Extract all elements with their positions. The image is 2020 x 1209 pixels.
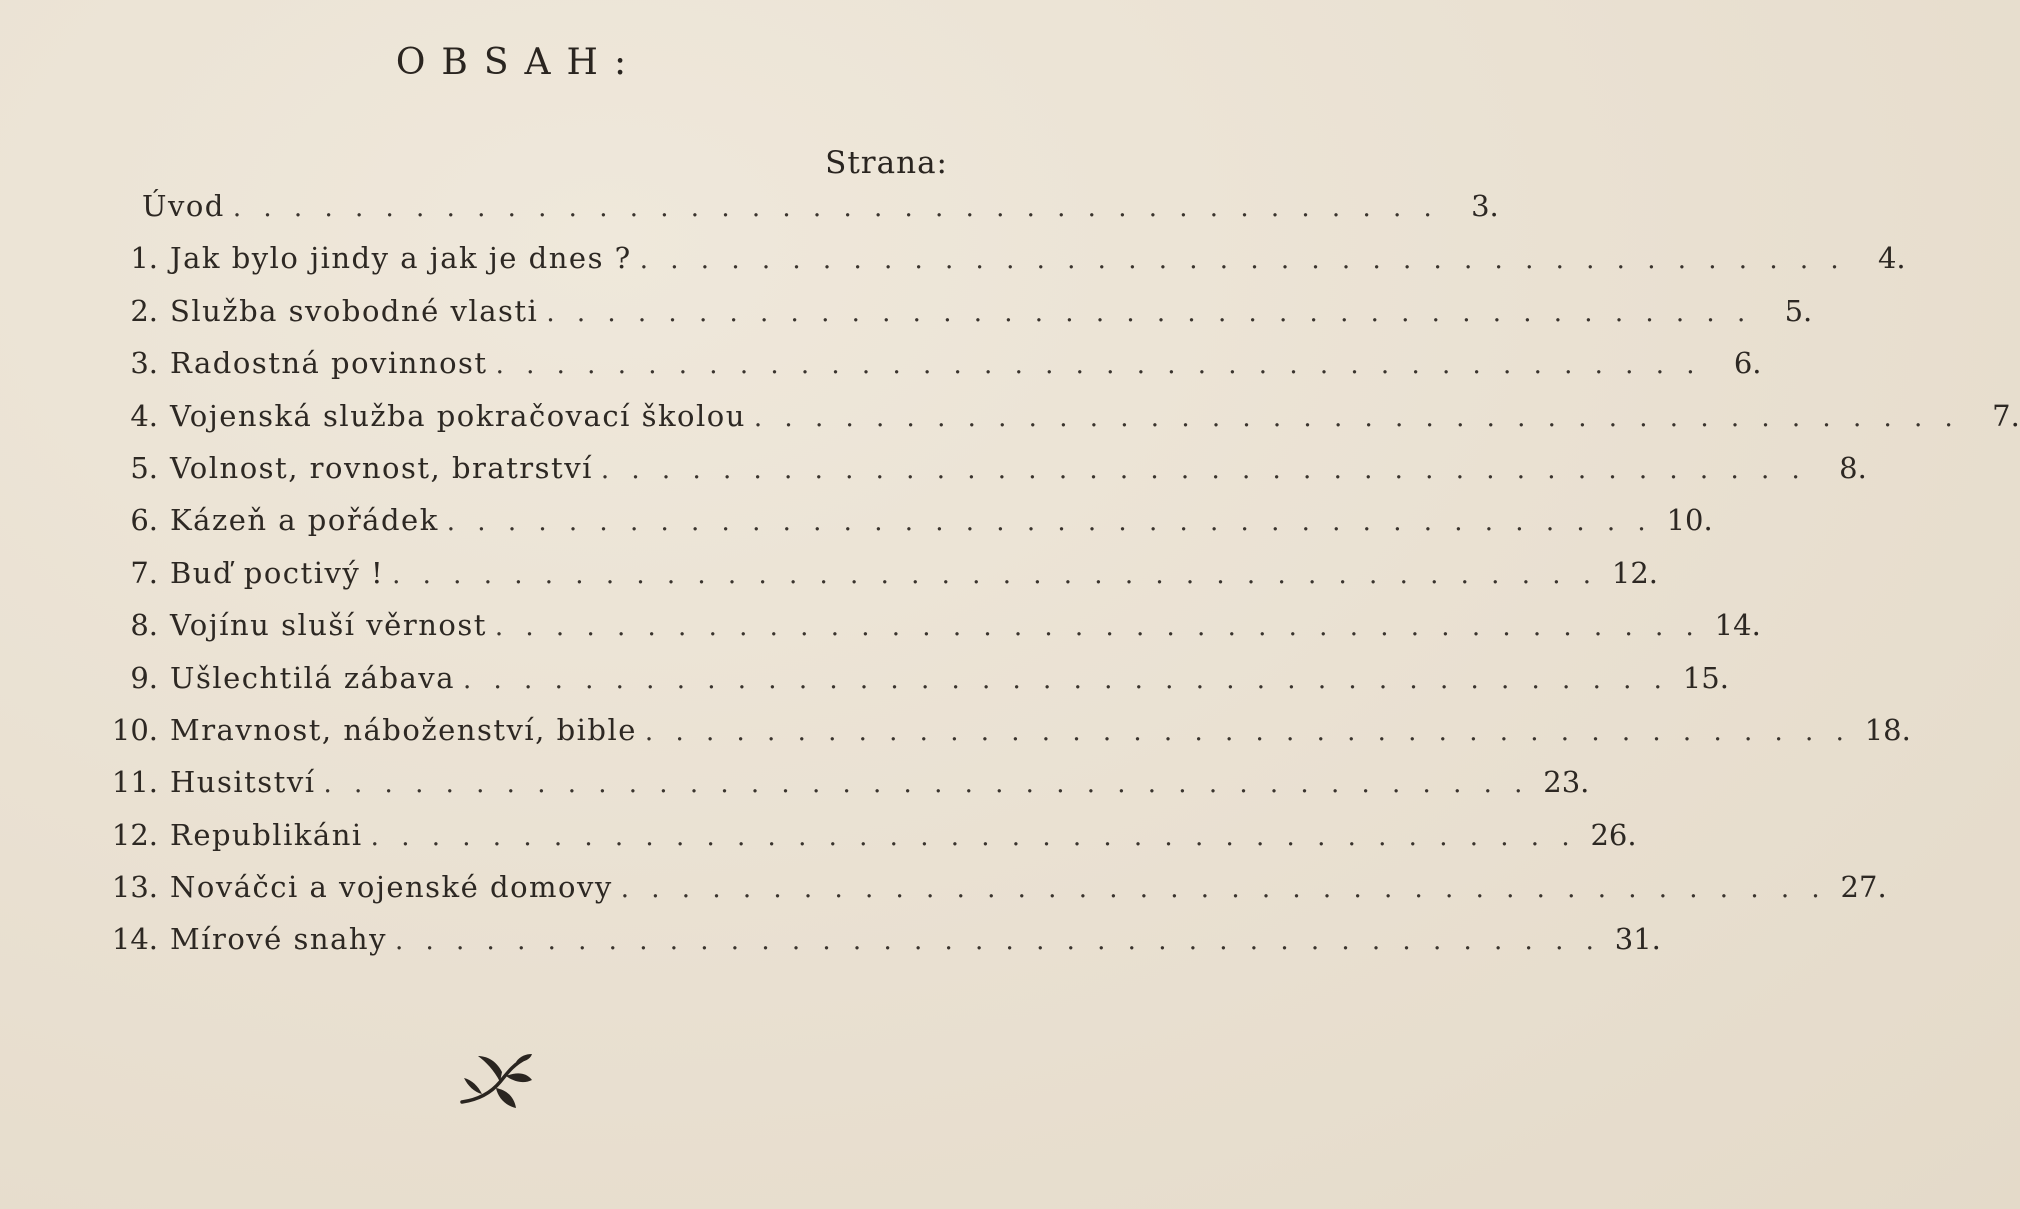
- toc-entry-title: Mírové snahy: [170, 922, 387, 957]
- toc-row: [100, 180, 1499, 232]
- toc-row: [100, 861, 1887, 913]
- toc-row: [100, 704, 1911, 756]
- toc-entry-number: 3.: [130, 346, 158, 381]
- table-of-contents: [100, 180, 2020, 966]
- dot-leader: . . . . . . . . . . . . . . . . . . . . . . . . . . . . . . . . . . . . . . . .: [323, 769, 1530, 800]
- toc-entry-page: 14.: [1714, 608, 1761, 643]
- toc-row: [100, 599, 1761, 651]
- toc-entry-title: Služba svobodné vlasti: [170, 293, 539, 328]
- toc-entry-title: Republikáni: [170, 817, 363, 852]
- toc-entry-number: 1.: [130, 241, 158, 276]
- toc-entry-title: Úvod: [142, 189, 225, 223]
- dot-leader: . . . . . . . . . . . . . . . . . . . . . . . . . . . . . . . . . . . . . . . .: [494, 612, 1701, 643]
- toc-entry-title: Husitství: [170, 765, 316, 800]
- toc-entry-number: 2.: [130, 293, 158, 328]
- toc-entry-title: Radostná povinnost: [170, 346, 488, 381]
- toc-entry-title: Ušlechtilá zábava: [170, 660, 455, 695]
- toc-entry-page: 3.: [1471, 189, 1499, 223]
- toc-entry-page: 15.: [1682, 660, 1729, 695]
- toc-entry-title: Nováčci a vojenské domovy: [170, 870, 613, 905]
- toc-entry-number: 12.: [111, 817, 158, 852]
- toc-row: [100, 756, 1590, 808]
- toc-entry-page: 8.: [1839, 450, 1867, 485]
- toc-entry-page: 7.: [1992, 398, 2020, 433]
- toc-entry-title: Vojínu sluší věrnost: [170, 608, 487, 643]
- toc-row: [100, 809, 1637, 861]
- toc-entry-number: 5.: [130, 450, 158, 485]
- toc-entry-page: 12.: [1611, 555, 1659, 590]
- toc-entry-title: Kázeň a pořádek: [170, 503, 439, 538]
- toc-row: [100, 232, 1906, 284]
- toc-entry-page: 23.: [1543, 765, 1590, 800]
- dot-leader: . . . . . . . . . . . . . . . . . . . . . . . . . . . . . . . . . . . . . . . .: [463, 664, 1669, 695]
- page-title: OBSAH:: [395, 42, 643, 83]
- dot-leader: . . . . . . . . . . . . . . . . . . . . . . . . . . . . . . . . . . . . . . . .: [546, 297, 1753, 328]
- toc-row: [100, 390, 2020, 442]
- toc-entry-page: 31.: [1614, 922, 1661, 957]
- toc-entry-page: 10.: [1666, 503, 1713, 538]
- dot-leader: . . . . . . . . . . . . . . . . . . . . . . . . . . . . . . . . . . . . . . . .: [392, 559, 1599, 590]
- dot-leader: . . . . . . . . . . . . . . . . . . . . . . . . . . . . . . . . . . . . . . . .: [639, 245, 1846, 276]
- toc-row: [100, 913, 1661, 965]
- toc-entry-number: 11.: [111, 765, 158, 800]
- dot-leader: . . . . . . . . . . . . . . . . . . . . . . . . . . . . . . . . . . . . . . . .: [370, 821, 1577, 852]
- toc-entry-page: 6.: [1733, 346, 1762, 381]
- dot-leader: . . . . . . . . . . . . . . . . . . . . . . . . . . . . . . . . . . . . . . . .: [600, 454, 1807, 485]
- toc-entry-page: 26.: [1590, 817, 1637, 852]
- dot-leader: . . . . . . . . . . . . . . . . . . . . . . . . . . . . . . . . . . . . . . . .: [644, 716, 1851, 747]
- toc-entry-number: 6.: [130, 503, 158, 538]
- toc-row: [100, 285, 1813, 337]
- toc-entry-title: Jak bylo jindy a jak je dnes ?: [170, 241, 632, 276]
- dot-leader: . . . . . . . . . . . . . . . . . . . . . . . . . . . . . . . . . . . . . . . .: [495, 350, 1702, 381]
- toc-entry-page: 4.: [1877, 241, 1906, 276]
- toc-entry-number: 4.: [130, 398, 158, 433]
- toc-row: [100, 494, 1713, 546]
- dot-leader: . . . . . . . . . . . . . . . . . . . . . . . . . . . . . . . . . . . . . . . .: [753, 402, 1960, 433]
- toc-entry-number: 7.: [130, 555, 158, 590]
- toc-entry-page: 18.: [1864, 712, 1911, 747]
- toc-entry-number: 9.: [130, 660, 158, 695]
- dot-leader: . . . . . . . . . . . . . . . . . . . . . . . . . . . . . . . . . . . . . . . .: [394, 926, 1601, 957]
- toc-entry-number: 10.: [111, 712, 158, 747]
- page-column-label: Strana:: [825, 145, 948, 181]
- toc-entry-title: Mravnost, náboženství, bible: [170, 712, 637, 747]
- toc-entry-page: 27.: [1840, 870, 1887, 905]
- toc-entry-title: Vojenská služba pokračovací školou: [170, 398, 746, 433]
- toc-row: [100, 337, 1762, 389]
- toc-row: [100, 547, 1659, 599]
- dot-leader: . . . . . . . . . . . . . . . . . . . . . . . . . . . . . . . . . . . . . . . .: [232, 193, 1439, 223]
- toc-entry-number: 14.: [111, 922, 158, 957]
- dot-leader: . . . . . . . . . . . . . . . . . . . . . . . . . . . . . . . . . . . . . . . .: [446, 507, 1653, 538]
- floral-leaf-icon: [456, 1050, 536, 1114]
- toc-entry-title: Volnost, rovnost, bratrství: [170, 450, 593, 485]
- toc-row: [100, 652, 1729, 704]
- toc-entry-number: 8.: [130, 608, 158, 643]
- toc-row: [100, 442, 1867, 494]
- dot-leader: . . . . . . . . . . . . . . . . . . . . . . . . . . . . . . . . . . . . . . . .: [620, 874, 1827, 905]
- toc-entry-title: Buď poctivý !: [170, 555, 385, 590]
- toc-entry-page: 5.: [1784, 293, 1813, 328]
- toc-entry-number: 13.: [111, 870, 158, 905]
